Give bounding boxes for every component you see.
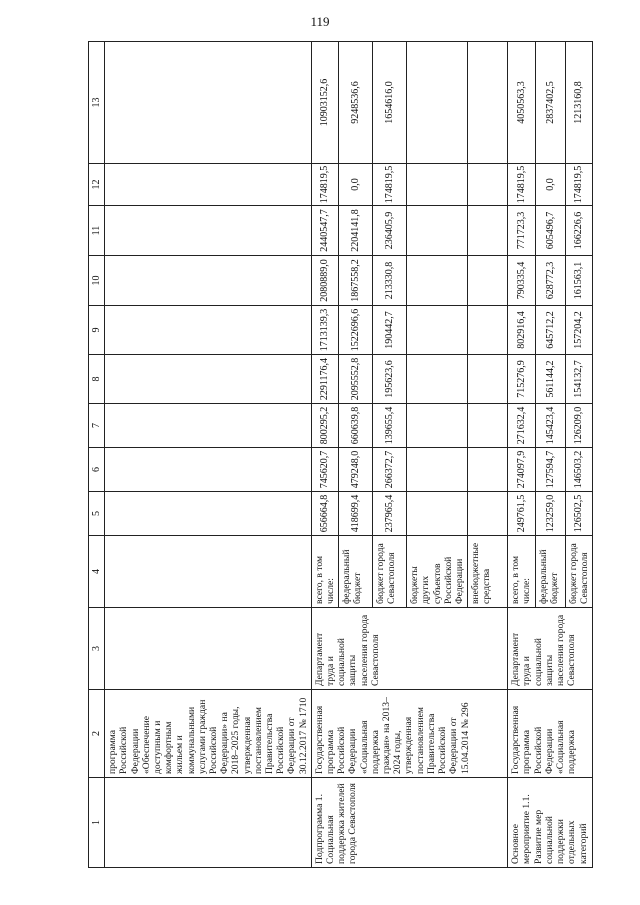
value-cell: 418699,4	[339, 492, 373, 536]
value-cell: 1654616,0	[373, 42, 407, 164]
value-cell	[468, 164, 508, 206]
header-cell: 13	[89, 42, 105, 164]
value-cell: 174819,5	[373, 164, 407, 206]
value-cell	[407, 256, 468, 306]
value-cell: 1867558,2	[339, 256, 373, 306]
header-cell: 3	[89, 608, 105, 690]
value-cell: 656664,8	[311, 492, 338, 536]
value-cell: 2204141,8	[339, 206, 373, 256]
value-cell: 237965,4	[373, 492, 407, 536]
value-cell: 2440547,7	[311, 206, 338, 256]
empty-cell	[105, 536, 312, 608]
value-cell: 4050563,3	[508, 42, 535, 164]
value-cell: 605496,7	[535, 206, 565, 256]
value-cell: 771723,3	[508, 206, 535, 256]
value-cell: 2291176,4	[311, 355, 338, 404]
value-cell: 126209,0	[565, 404, 592, 448]
value-cell	[468, 42, 508, 164]
value-cell: 161563,1	[565, 256, 592, 306]
value-cell	[407, 42, 468, 164]
value-cell: 9248536,6	[339, 42, 373, 164]
source-cell: бюджет города Севастополя	[565, 536, 592, 608]
empty-cell	[105, 492, 312, 536]
value-cell: 2080889,0	[311, 256, 338, 306]
program-text-cell: программа Российской Федерации «Обеспечение доступным и комфортным жильем и коммунальными услугами граждан Российской Федерации» на 2018–2025 годы, утвержденная постановлением Правительства Российской Федерации от 30.12.2017 № 1710	[105, 690, 312, 778]
value-cell	[407, 404, 468, 448]
source-cell: федеральный бюджет	[535, 536, 565, 608]
executor-cell: Департамент труда и социальной защиты населения города Севастополя	[311, 608, 507, 690]
value-cell	[407, 492, 468, 536]
page-number: 119	[310, 14, 330, 29]
value-cell: 195623,6	[373, 355, 407, 404]
value-cell: 123259,0	[535, 492, 565, 536]
table-row	[508, 42, 535, 868]
empty-cell	[105, 206, 312, 256]
value-cell: 10903152,6	[311, 42, 338, 164]
header-cell: 11	[89, 206, 105, 256]
value-cell: 249761,5	[508, 492, 535, 536]
value-cell	[407, 164, 468, 206]
header-cell: 8	[89, 355, 105, 404]
empty-cell	[105, 448, 312, 492]
header-cell: 2	[89, 690, 105, 778]
empty-cell	[105, 256, 312, 306]
value-cell: 213330,8	[373, 256, 407, 306]
value-cell	[407, 206, 468, 256]
source-cell: бюджет города Севастополя	[373, 536, 407, 608]
executor-cell: Департамент труда и социальной защиты населения города Севастополя	[508, 608, 593, 690]
value-cell	[468, 492, 508, 536]
value-cell: 266372,7	[373, 448, 407, 492]
continued-row	[105, 42, 312, 868]
state-program-cell: Государственная программа Российской Федерации «Социальная поддержка граждан» на 2013–2024 годы, утвержденная постановлением Правительства Российской Федерации от 15.04.2014 № 296	[311, 690, 507, 778]
budget-table	[88, 41, 593, 868]
value-cell: 174819,5	[508, 164, 535, 206]
value-cell: 745620,7	[311, 448, 338, 492]
value-cell: 236405,9	[373, 206, 407, 256]
value-cell: 1713139,3	[311, 306, 338, 355]
value-cell: 800295,2	[311, 404, 338, 448]
value-cell: 628772,3	[535, 256, 565, 306]
header-row	[89, 42, 105, 868]
source-cell: всего, в том числе:	[311, 536, 338, 608]
value-cell: 166226,6	[565, 206, 592, 256]
table-row	[311, 42, 338, 868]
empty-cell	[105, 355, 312, 404]
value-cell: 126502,5	[565, 492, 592, 536]
value-cell: 274097,9	[508, 448, 535, 492]
empty-cell	[105, 42, 312, 164]
value-cell: 0,0	[339, 164, 373, 206]
state-program-cell: Государственная программа Российской Федерации «Социальная поддержка	[508, 690, 593, 778]
value-cell	[468, 404, 508, 448]
value-cell: 190442,7	[373, 306, 407, 355]
header-cell: 5	[89, 492, 105, 536]
value-cell: 157204,2	[565, 306, 592, 355]
header-cell: 4	[89, 536, 105, 608]
value-cell	[468, 355, 508, 404]
value-cell	[468, 206, 508, 256]
value-cell: 2837402,5	[535, 42, 565, 164]
value-cell: 790335,4	[508, 256, 535, 306]
value-cell: 174819,5	[565, 164, 592, 206]
source-cell: всего, в том числе:	[508, 536, 535, 608]
value-cell: 715276,9	[508, 355, 535, 404]
value-cell: 2095552,8	[339, 355, 373, 404]
header-cell: 10	[89, 256, 105, 306]
value-cell: 127594,7	[535, 448, 565, 492]
empty-cell	[105, 164, 312, 206]
header-cell: 12	[89, 164, 105, 206]
value-cell	[407, 448, 468, 492]
value-cell: 660639,8	[339, 404, 373, 448]
value-cell	[468, 448, 508, 492]
value-cell: 1522696,6	[339, 306, 373, 355]
header-cell: 7	[89, 404, 105, 448]
value-cell: 146503,2	[565, 448, 592, 492]
value-cell	[468, 256, 508, 306]
value-cell: 271632,4	[508, 404, 535, 448]
value-cell	[407, 306, 468, 355]
source-cell: бюджеты других субъектов Российской Федерации	[407, 536, 468, 608]
value-cell: 561144,2	[535, 355, 565, 404]
measure-name-cell: Основное мероприятие 1.1. Развитие мер социальной поддержки отдельных категорий	[508, 778, 593, 868]
header-cell: 6	[89, 448, 105, 492]
subprogram-name-cell: Подпрограмма 1. Социальная поддержка жителей города Севастополя	[311, 778, 507, 868]
value-cell: 139655,4	[373, 404, 407, 448]
empty-cell	[105, 404, 312, 448]
empty-cell	[105, 306, 312, 355]
header-cell: 1	[89, 778, 105, 868]
empty-cell	[105, 778, 312, 868]
value-cell: 479248,0	[339, 448, 373, 492]
header-cell: 9	[89, 306, 105, 355]
value-cell: 645712,2	[535, 306, 565, 355]
value-cell	[407, 355, 468, 404]
empty-cell	[105, 608, 312, 690]
value-cell: 802916,4	[508, 306, 535, 355]
value-cell	[468, 306, 508, 355]
value-cell: 145423,4	[535, 404, 565, 448]
value-cell: 0,0	[535, 164, 565, 206]
value-cell: 174819,5	[311, 164, 338, 206]
source-cell: федеральный бюджет	[339, 536, 373, 608]
rotated-table-wrapper	[88, 42, 591, 868]
source-cell: внебюджетные средства	[468, 536, 508, 608]
value-cell: 1213160,8	[565, 42, 592, 164]
value-cell: 154132,7	[565, 355, 592, 404]
